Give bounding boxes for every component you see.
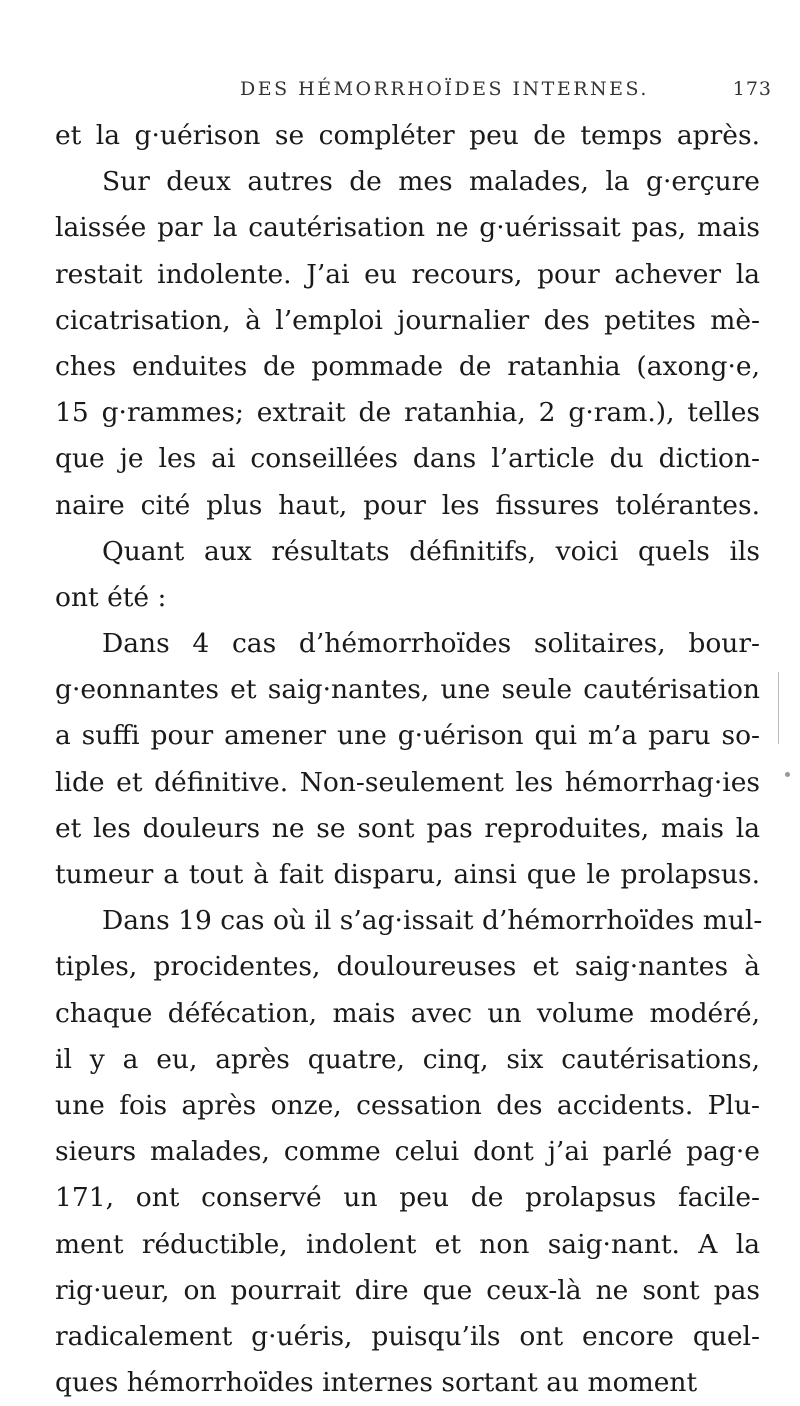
body-text [55,113,763,1406]
text-line: tumeur a tout à fait disparu, ainsi que le prolapsus. [55,859,760,890]
text-line: ques hémorrhoïdes internes sortant au moment [55,1367,698,1399]
page-number: 173 [732,78,772,100]
text-line: restait indolente. J’ai eu recours, pour achever la [55,258,760,290]
running-header [240,78,772,104]
text-line: tiples, procidentes, douloureuses et saig·nantes à [55,951,760,983]
text-line: sieurs malades, comme celui dont j’ai parlé pag·e [55,1136,760,1168]
text-line: cicatrisation, à l’emploi journalier des petites mè- [55,304,760,336]
text-line: lide et définitive. Non-seulement les hémorrhag·ies [55,766,760,798]
text-line: ont été : [55,581,167,613]
text-line: naire cité plus haut, pour les fissures tolérantes. [55,489,760,521]
text-line: radicalement g·uéris, puisqu’ils ont encore quel- [55,1320,760,1352]
text-line: rig·ueur, on pourrait dire que ceux-là ne sont pas [55,1274,760,1306]
text-line: il y a eu, après quatre, cinq, six cautérisations, [55,1043,760,1075]
text-line: et les douleurs ne se sont pas reproduites, mais la [55,812,760,844]
text-line: que je les ai conseillées dans l’article du diction- [55,443,760,475]
margin-mark [778,672,779,744]
text-line: 171, ont conservé un peu de prolapsus facile- [55,1182,760,1214]
text-line: ment réductible, indolent et non saig·nant. A la [55,1228,760,1260]
text-line: a suffi pour amener une g·uérison qui m’a paru so- [55,720,760,752]
text-line: Dans 4 cas d’hémorrhoïdes solitaires, bour- [102,628,760,660]
text-line: Sur deux autres de mes malades, la g·erçure [102,166,760,198]
margin-dot [785,772,790,777]
text-line: g·eonnantes et saig·nantes, une seule cautérisation [55,674,760,706]
text-line: laissée par la cautérisation ne g·uérissait pas, mais [55,212,760,244]
text-line: chaque défécation, mais avec un volume modéré, [55,997,760,1029]
text-line: et la g·uérison se compléter peu de temps après. [55,120,760,151]
text-line: Quant aux résultats définitifs, voici quels ils [102,535,760,567]
text-line: 15 g·rammes; extrait de ratanhia, 2 g·ram.), telles [55,397,760,429]
text-line: une fois après onze, cessation des accidents. Plu- [55,1089,760,1121]
text-line: ches enduites de pommade de ratanhia (axong·e, [55,350,760,382]
running-title: DES HÉMORRHOÏDES INTERNES. [240,78,649,100]
text-line: Dans 19 cas où il s’ag·issait d’hémorrhoïdes mul- [102,905,763,937]
